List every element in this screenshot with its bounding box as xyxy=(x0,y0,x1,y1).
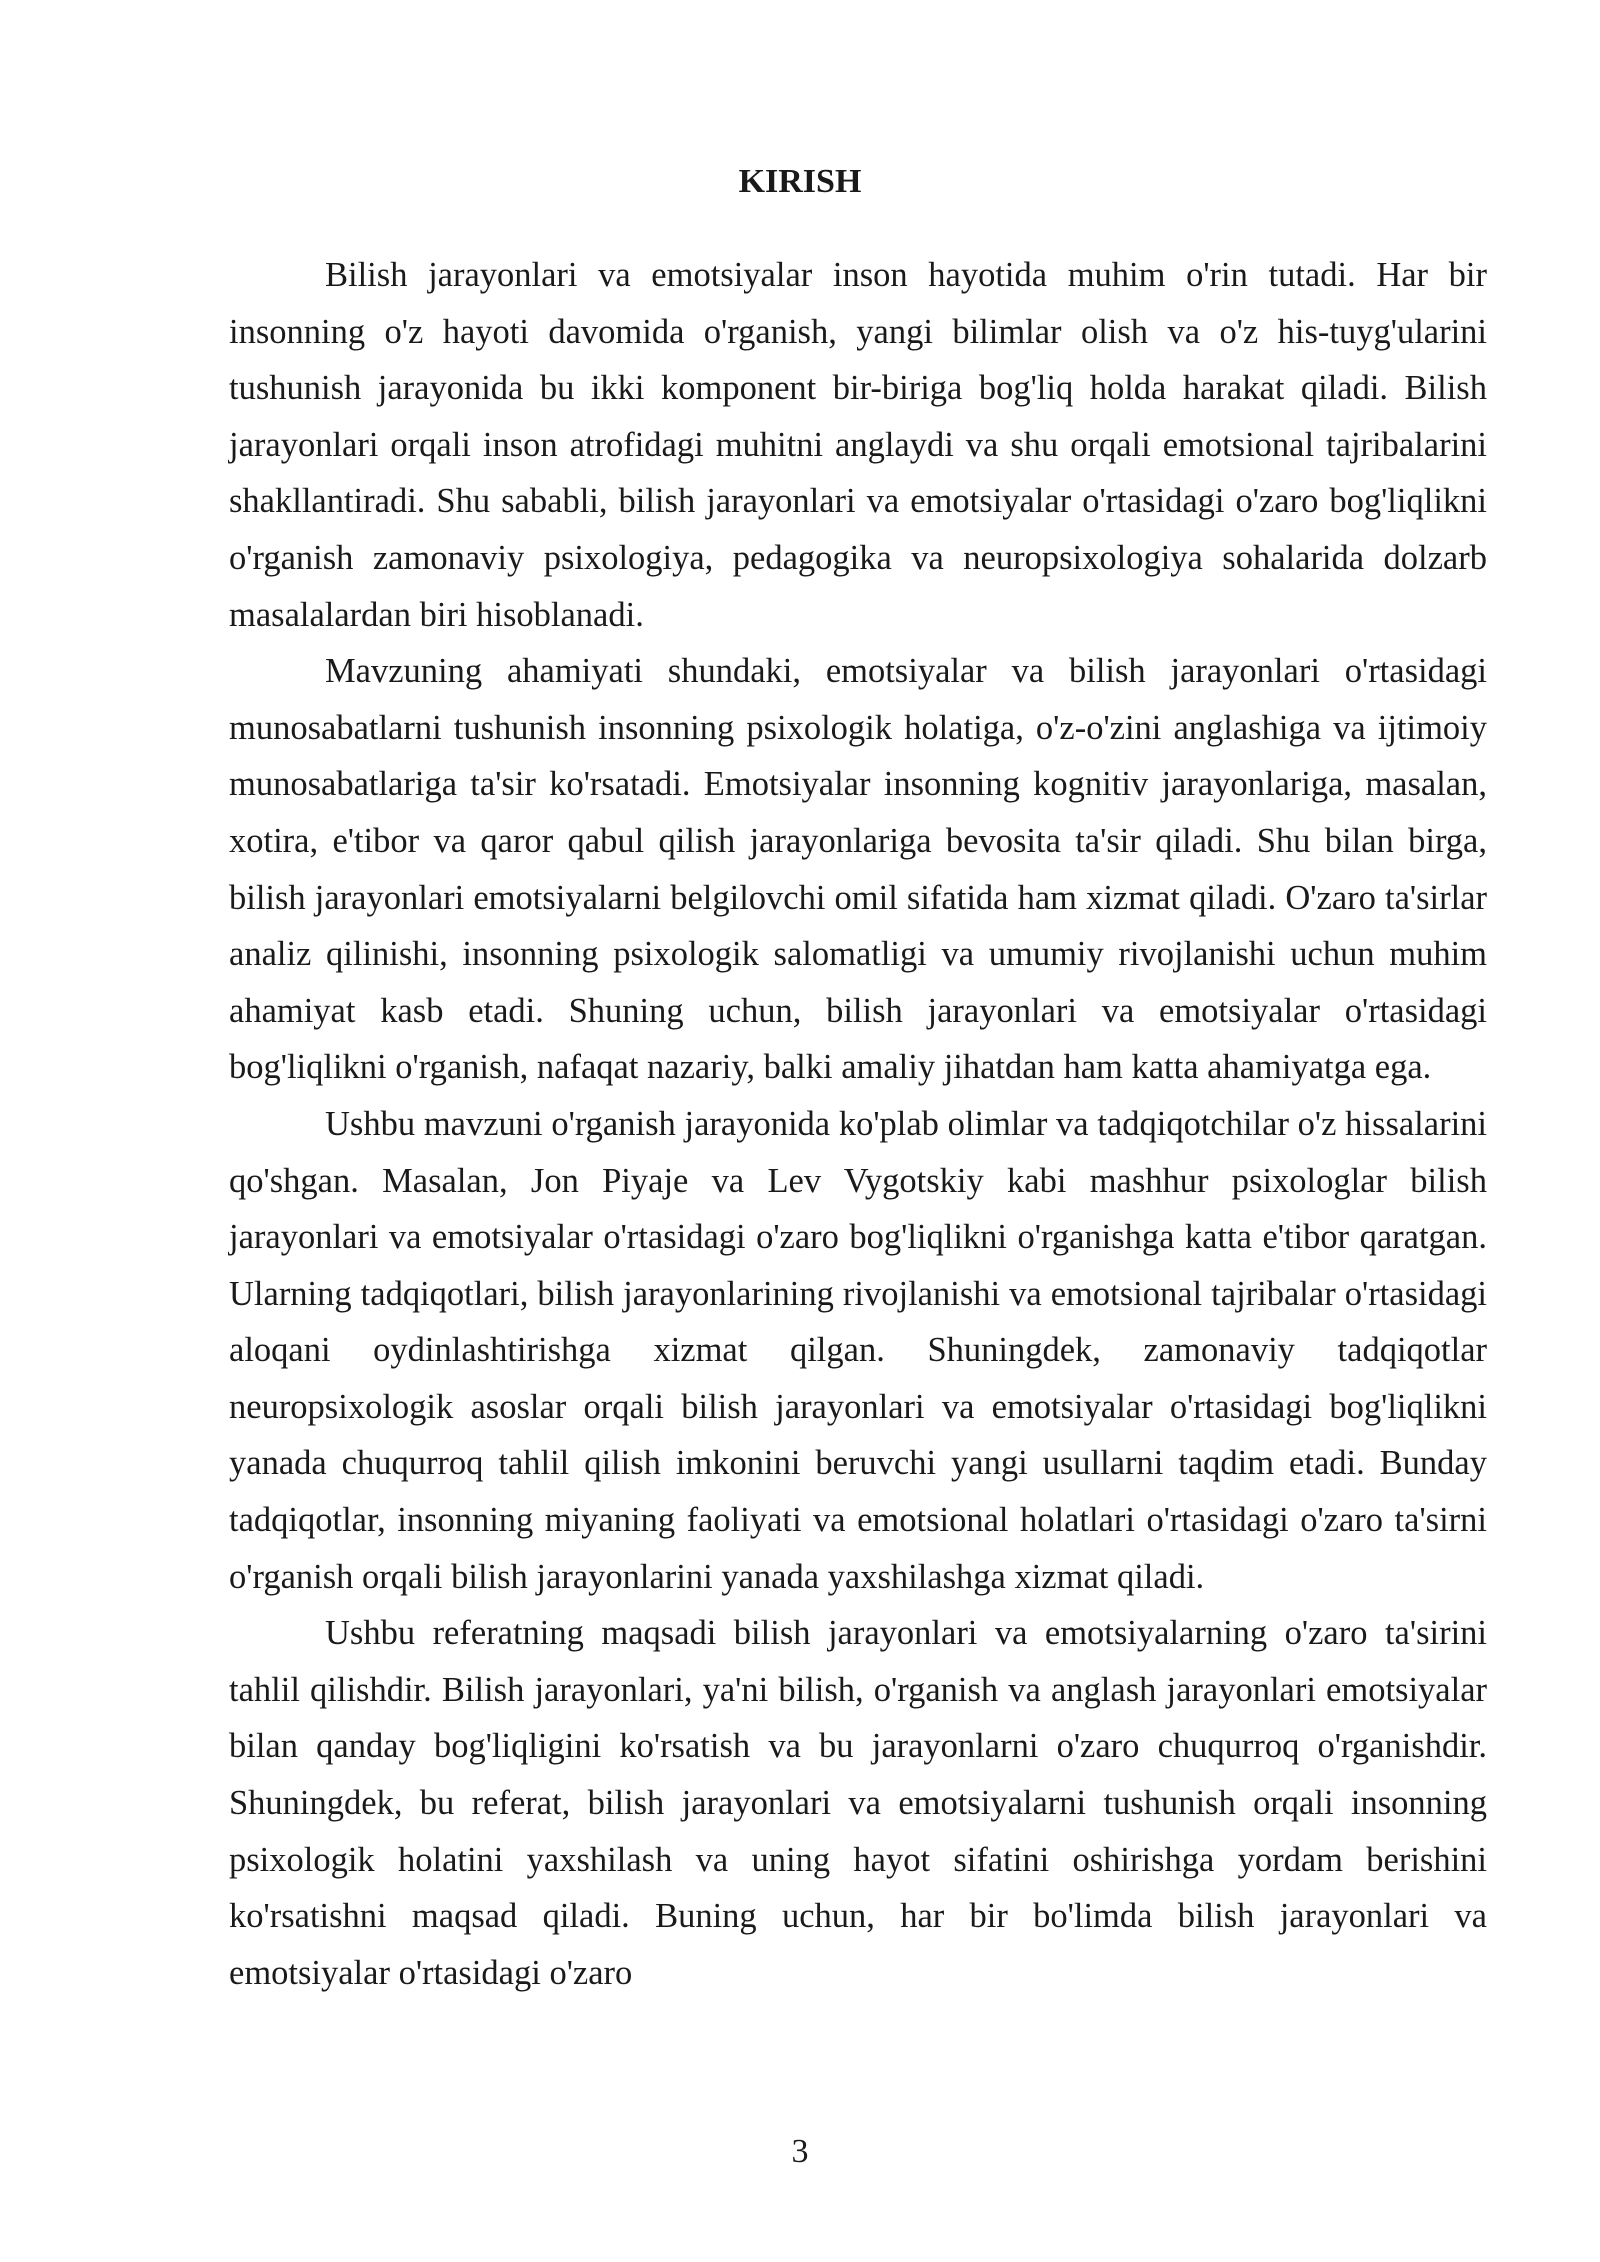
page-number: 3 xyxy=(791,2133,809,2170)
paragraph-1: Bilish jarayonlari va emotsiyalar inson hayotida muhim o'rin tutadi. Har bir insonning o'z hayoti davomida o'rganish, yangi bilimlar olish va o'z his-tuyg'ularini tushunish jarayonida bu ikki komponent bir-biriga bog'liq holda harakat qiladi. Bilish jarayonlari orqali inson atrofidagi muhitni anglaydi va shu orqali emotsional tajribalarini shakllantiradi. Shu sababli, bilish jarayonlari va emotsiyalar o'rtasidagi o'zaro bog'liqlikni o'rganish zamonaviy psixologiya, pedagogika va neuropsixologiya sohalarida dolzarb masalalardan biri hisoblanadi. xyxy=(229,256,1487,634)
body-text xyxy=(229,247,1487,2001)
paragraph-3: Ushbu mavzuni o'rganish jarayonida ko'plab olimlar va tadqiqotchilar o'z hissalarini qo'shgan. Masalan, Jon Piyaje va Lev Vygotskiy kabi mashhur psixologlar bilish jarayonlari va emotsiyalar o'rtasidagi o'zaro bog'liqlikni o'rganishga katta e'tibor qaratgan. Ularning tadqiqotlari, bilish jarayonlarining rivojlanishi va emotsional tajribalar o'rtasidagi aloqani oydinlashtirishga xizmat qilgan. Shuningdek, zamonaviy tadqiqotlar neuropsixologik asoslar orqali bilish jarayonlari va emotsiyalar o'rtasidagi bog'liqlikni yanada chuqurroq tahlil qilish imkonini beruvchi yangi usullarni taqdim etadi. Bunday tadqiqotlar, insonning miyaning faoliyati va emotsional holatlari o'rtasidagi o'zaro ta'sirni o'rganish orqali bilish jarayonlarini yanada yaxshilashga xizmat qiladi. xyxy=(229,1104,1487,1596)
page-title: KIRISH xyxy=(738,163,862,200)
paragraph-4: Ushbu referatning maqsadi bilish jarayonlari va emotsiyalarning o'zaro ta'sirini tahlil qilishdir. Bilish jarayonlari, ya'ni bilish, o'rganish va anglash jarayonlari emotsiyalar bilan qanday bog'liqligini ko'rsatish va bu jarayonlarni o'zaro chuqurroq o'rganishdir. Shuningdek, bu referat, bilish jarayonlari va emotsiyalarni tushunish orqali insonning psixologik holatini yaxshilash va uning hayot sifatini oshirishga yordam berishini ko'rsatishni maqsad qiladi. Buning uchun, har bir bo'limda bilish jarayonlari va emotsiyalar o'rtasidagi o'zaro xyxy=(229,1614,1487,1992)
paragraph-2: Mavzuning ahamiyati shundaki, emotsiyalar va bilish jarayonlari o'rtasidagi munosabatlarni tushunish insonning psixologik holatiga, o'z-o'zini anglashiga va ijtimoiy munosabatlariga ta'sir ko'rsatadi. Emotsiyalar insonning kognitiv jarayonlariga, masalan, xotira, e'tibor va qaror qabul qilish jarayonlariga bevosita ta'sir qiladi. Shu bilan birga, bilish jarayonlari emotsiyalarni belgilovchi omil sifatida ham xizmat qiladi. O'zaro ta'sirlar analiz qilinishi, insonning psixologik salomatligi va umumiy rivojlanishi uchun muhim ahamiyat kasb etadi. Shuning uchun, bilish jarayonlari va emotsiyalar o'rtasidagi bog'liqlikni o'rganish, nafaqat nazariy, balki amaliy jihatdan ham katta ahamiyatga ega. xyxy=(229,652,1487,1087)
